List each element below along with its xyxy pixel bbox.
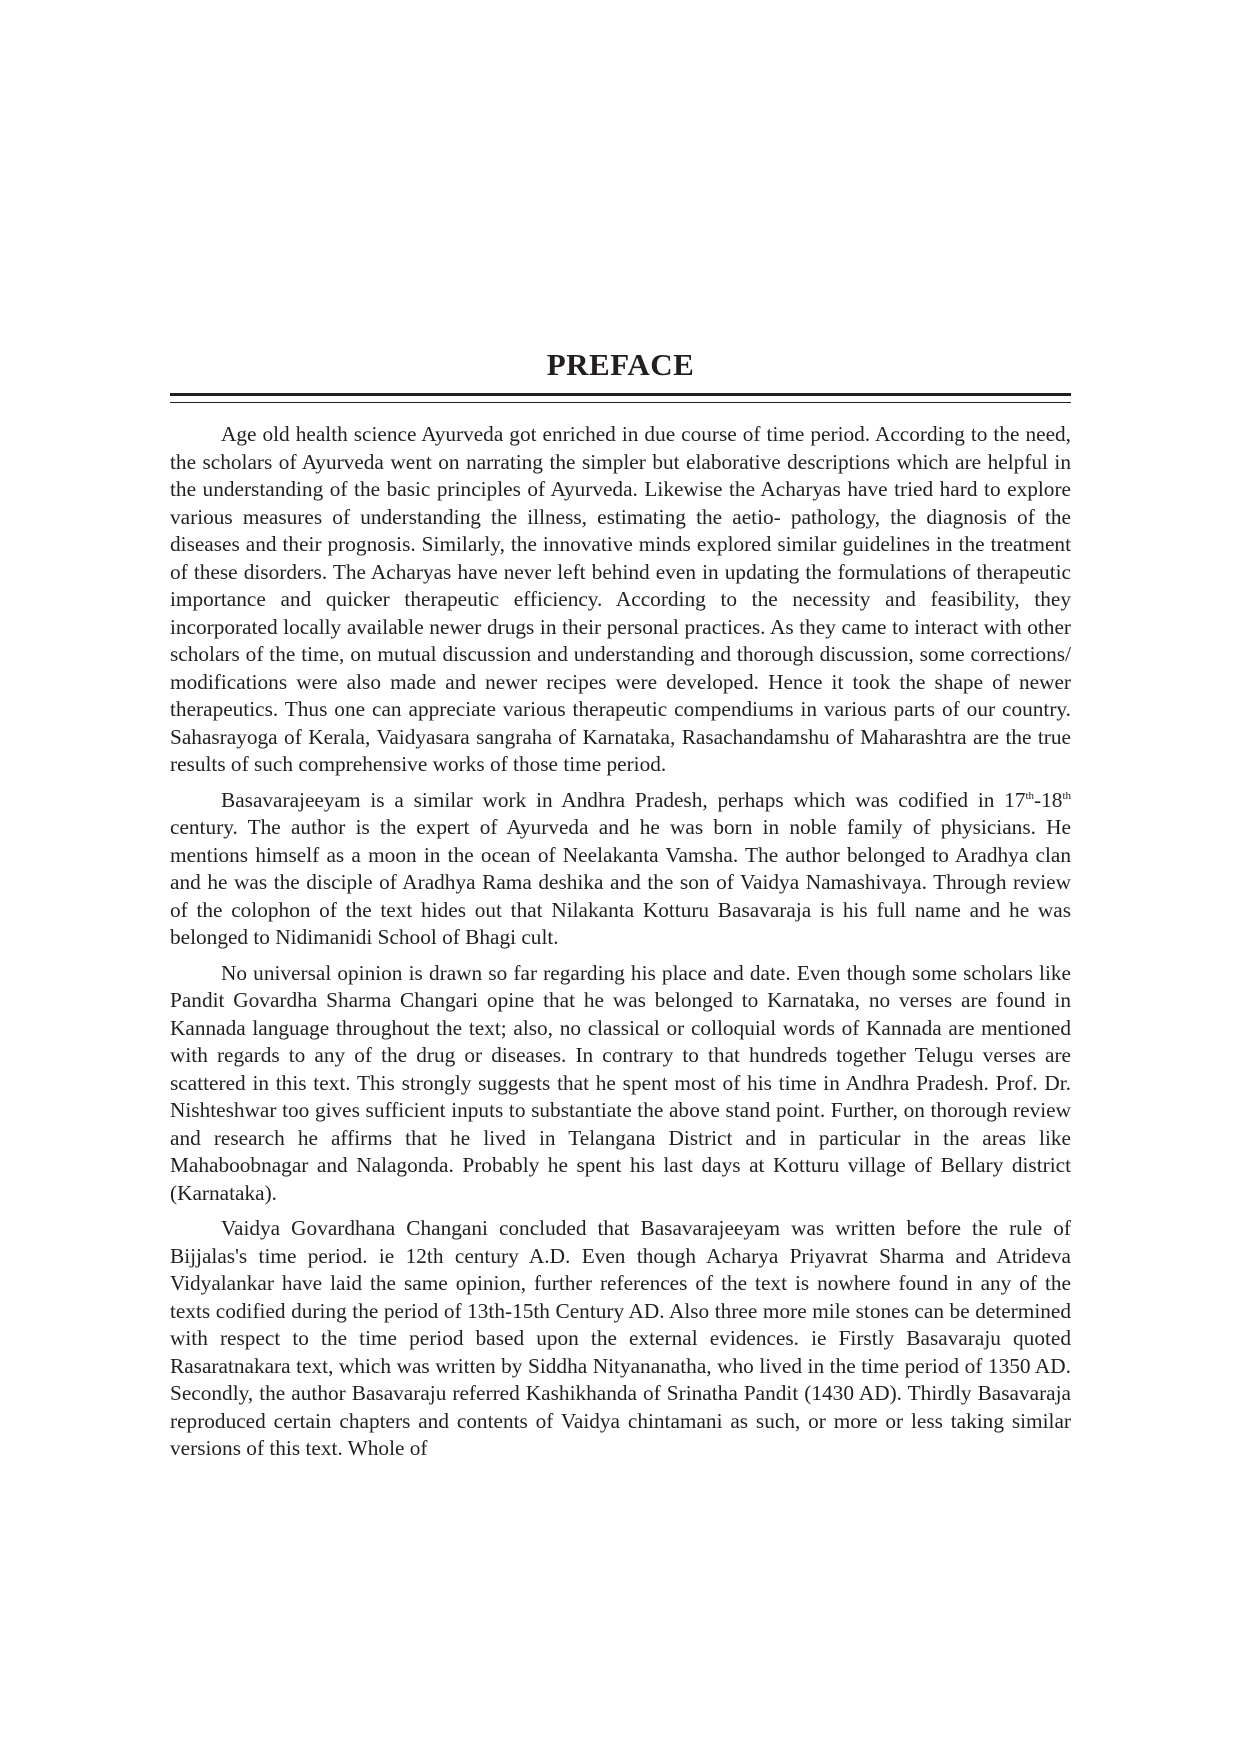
superscript-th-2: th xyxy=(1062,789,1071,802)
paragraph-2-rest: century. The author is the expert of Ayurveda and he was born in noble family of physicians. He mentions himself as a moon in the ocean of Neelakanta Vamsha. The author belonged to Aradhya clan and he was the disciple of Aradhya Rama deshika and the son of Vaidya Namashivaya. Through review of the colophon of the text hides out that Nilakanta Kotturu Basavaraja is his full name and he was belonged to Nidimanidi School of Bhagi cult. xyxy=(170,815,1071,949)
page-title: PREFACE xyxy=(546,347,695,382)
preface-page xyxy=(170,345,1071,1471)
paragraph-1: Age old health science Ayurveda got enriched in due course of time period. According to the need, the scholars of Ayurveda went on narrating the simpler but elaborative descriptions which are helpful in the understanding of the basic principles of Ayurveda. Likewise the Acharyas have tried hard to explore various measures of understanding the illness, estimating the aetio- pathology, the diagnosis of the diseases and their prognosis. Similarly, the innovative minds explored similar guidelines in the treatment of these disorders. The Acharyas have never left behind even in updating the formulations of therapeutic importance and quicker therapeutic efficiency. According to the necessity and feasibility, they incorporated locally available newer drugs in their personal practices. As they came to interact with other scholars of the time, on mutual discussion and understanding and thorough discussion, some corrections/ modifications were also made and newer recipes were developed. Hence it took the shape of newer therapeutics. Thus one can appreciate various therapeutic compendiums in various parts of our country. Sahasrayoga of Kerala, Vaidyasara sangraha of Karnataka, Rasachandamshu of Maharashtra are the true results of such comprehensive works of those time period. xyxy=(170,422,1071,776)
paragraph-3: No universal opinion is drawn so far regarding his place and date. Even though some scholars like Pandit Govardha Sharma Changari opine that he was belonged to Karnataka, no verses are found in Kannada language throughout the text; also, no classical or colloquial words of Kannada are mentioned with regards to any of the drug or diseases. In contrary to that hundreds together Telugu verses are scattered in this text. This strongly suggests that he spent most of his time in Andhra Pradesh. Prof. Dr. Nishteshwar too gives sufficient inputs to substantiate the above stand point. Further, on thorough review and research he affirms that he lived in Telangana District and in particular in the areas like Mahaboobnagar and Nalagonda. Probably he spent his last days at Kotturu village of Bellary district (Karnataka). xyxy=(170,960,1071,1205)
paragraph-2 xyxy=(170,787,1071,952)
paragraph-2-mid: -18 xyxy=(1034,787,1063,812)
paragraph-4: Vaidya Govardhana Changani concluded that Basavarajeeyam was written before the rule of Bijjalas's time period. ie 12th century A.D. Even though Acharya Priyavrat Sharma and Atrideva Vidyalankar have laid the same opinion, further references of the text is nowhere found in any of the texts codified during the period of 13th-15th Century AD. Also three more mile stones can be determined with respect to the time period based upon the external evidences. ie Firstly Basavaraju quoted Rasaratnakara text, which was written by Siddha Nityananatha, who lived in the time period of 1350 AD. Secondly, the author Basavaraju referred Kashikhanda of Srinatha Pandit (1430 AD). Thirdly Basavaraja reproduced certain chapters and contents of Vaidya chintamani as such, or more or less taking similar versions of this text. Whole of xyxy=(170,1216,1071,1460)
superscript-th-1: th xyxy=(1025,789,1035,802)
title-double-rule xyxy=(170,393,1071,403)
paragraph-2-lead: Basavarajeeyam is a similar work in Andhra Pradesh, perhaps which was codified in 17 xyxy=(221,787,1026,812)
